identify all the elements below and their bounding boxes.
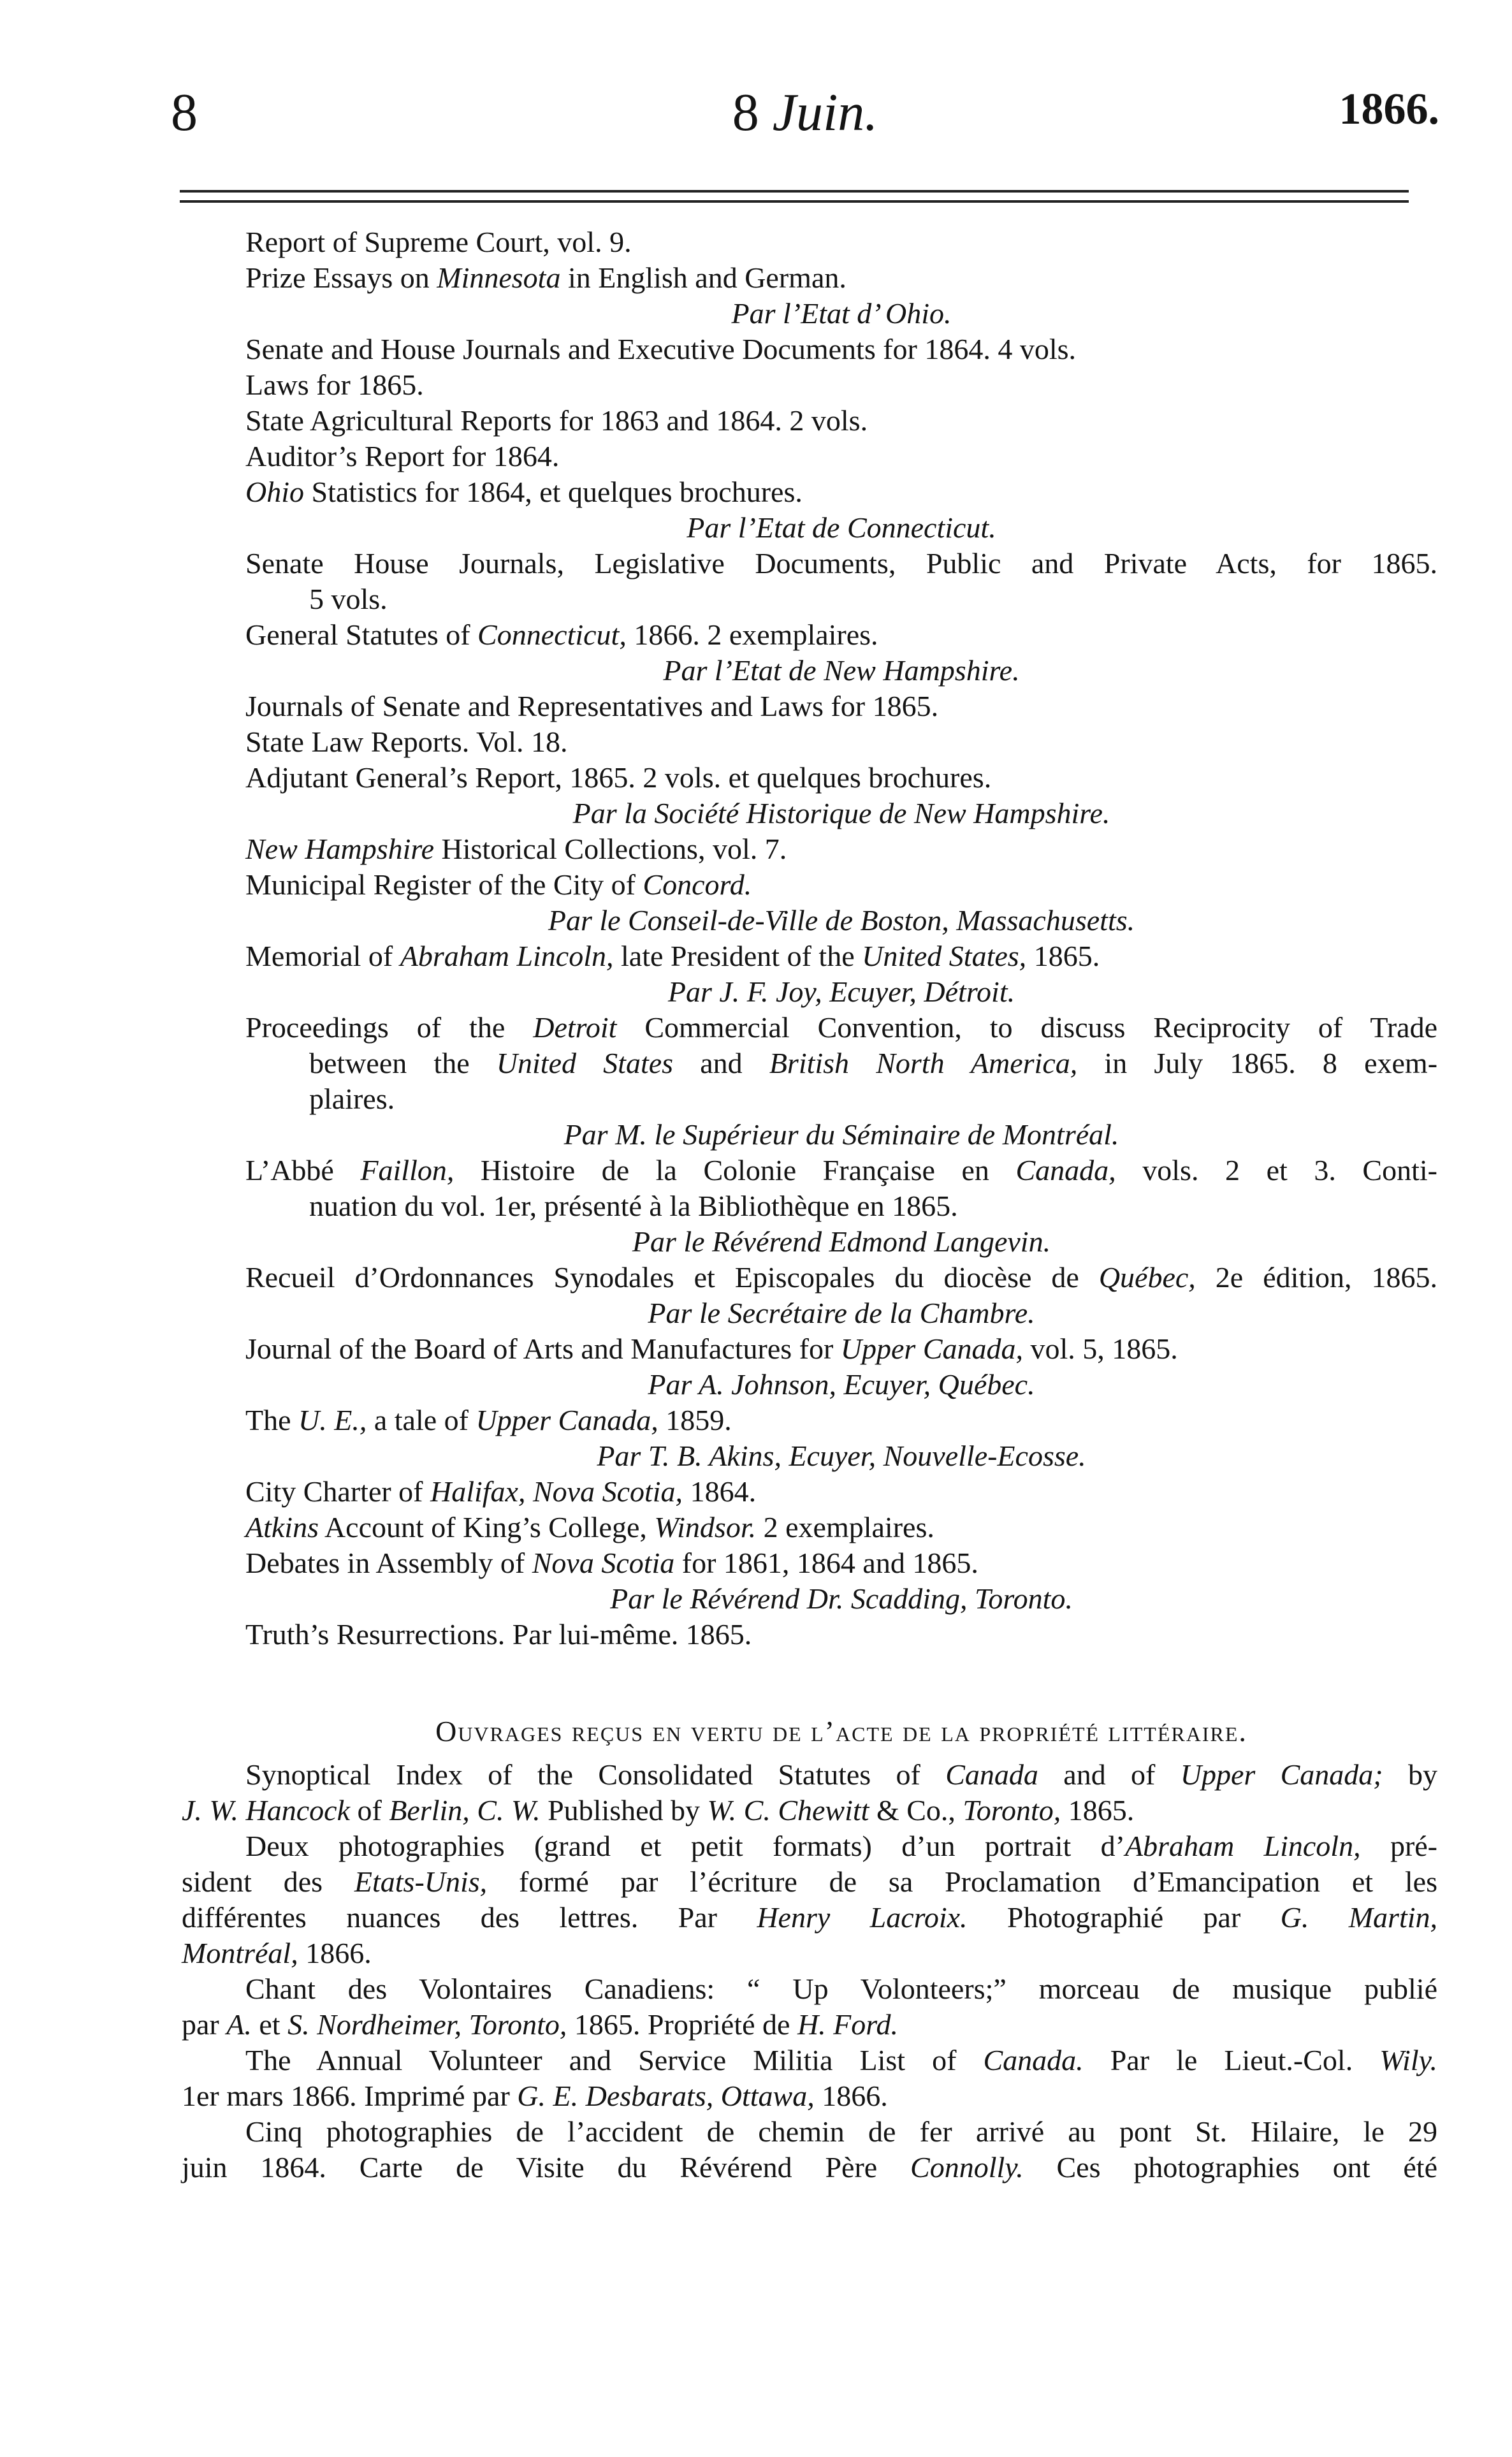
text: Journal of the Board of Arts and Manufactures for bbox=[245, 1332, 841, 1365]
text: Québec, bbox=[1098, 1261, 1196, 1294]
text: Halifax, Nova Scotia, bbox=[430, 1475, 683, 1508]
entry-line: plaires. bbox=[309, 1083, 395, 1115]
text: Ces photographies ont été bbox=[1023, 2151, 1437, 2184]
text: The Annual Volunteer and Service Militia List of bbox=[245, 2044, 984, 2076]
entry-line bbox=[245, 1153, 1437, 1188]
entry-line: Adjutant General’s Report, 1865. 2 vols. et quelques brochures. bbox=[245, 761, 992, 794]
text: Montréal, bbox=[182, 1937, 298, 1969]
text: 1866. bbox=[814, 2080, 888, 2112]
entry-line bbox=[245, 938, 1437, 974]
text: pré- bbox=[1360, 1830, 1438, 1862]
entry-line bbox=[245, 831, 1437, 867]
para-line: Chant des Volontaires Canadiens: “ Up Volonteers;” morceau de musique publié bbox=[245, 1972, 1437, 2005]
para-line bbox=[182, 1757, 1437, 1793]
text: juin 1864. Carte de Visite du Révérend Père bbox=[182, 2151, 911, 2184]
para-line bbox=[182, 1828, 1437, 1864]
donor-heading: Par M. le Supérieur du Séminaire de Montréal. bbox=[563, 1118, 1119, 1151]
text: Etats-Unis, bbox=[354, 1865, 488, 1898]
text: New Hampshire bbox=[245, 833, 435, 865]
entry-line bbox=[245, 1046, 1437, 1081]
paragraph bbox=[182, 2114, 1437, 2185]
text: A. bbox=[226, 2008, 252, 2041]
header-date-month: Juin. bbox=[772, 83, 878, 142]
entry-line bbox=[245, 1510, 1437, 1545]
text: 1er mars 1866. Imprimé par bbox=[182, 2080, 518, 2112]
text: 1865. bbox=[1061, 1794, 1135, 1826]
header-year: 1866. bbox=[1339, 85, 1439, 134]
text: par bbox=[182, 2008, 227, 2041]
text: différentes nuances des lettres. Par bbox=[182, 1901, 757, 1934]
text: Wily. bbox=[1379, 2044, 1438, 2076]
text: 1866. 2 exemplaires. bbox=[626, 618, 878, 651]
text: 2 exemplaires. bbox=[756, 1511, 934, 1543]
page-number: 8 bbox=[171, 83, 198, 142]
text: in July 1865. 8 exem- bbox=[1077, 1047, 1438, 1079]
text: Henry Lacroix. bbox=[757, 1901, 968, 1934]
donor-heading: Par T. B. Akins, Ecuyer, Nouvelle-Ecosse. bbox=[597, 1440, 1086, 1472]
entry-line bbox=[245, 1331, 1437, 1367]
para-line bbox=[182, 1900, 1437, 1936]
text: City Charter of bbox=[245, 1475, 430, 1508]
header-date bbox=[171, 82, 1439, 143]
text: and bbox=[673, 1047, 769, 1079]
text: Detroit bbox=[533, 1011, 617, 1044]
running-header bbox=[171, 82, 1439, 152]
text: Toronto, bbox=[963, 1794, 1061, 1826]
header-rule-bottom bbox=[180, 200, 1409, 203]
header-rule-top bbox=[180, 190, 1409, 193]
text: 2e édition, 1865. bbox=[1195, 1261, 1437, 1294]
paragraph bbox=[182, 1828, 1437, 1971]
entry-line: Truth’s Resurrections. Par lui-même. 1865. bbox=[245, 1618, 752, 1651]
donor-heading: Par le Révérend Dr. Scadding, Toronto. bbox=[610, 1582, 1073, 1615]
para-line bbox=[182, 1793, 1437, 1828]
text: General Statutes of bbox=[245, 618, 478, 651]
text: formé par l’écriture de sa Proclamation d’Emancipation et les bbox=[487, 1865, 1437, 1898]
text: 1859. bbox=[658, 1404, 732, 1436]
text: Debates in Assembly of bbox=[245, 1547, 532, 1579]
text: Memorial of bbox=[245, 940, 400, 972]
text: Statistics for 1864, et quelques brochures. bbox=[304, 476, 803, 508]
text: Concord. bbox=[643, 868, 752, 901]
text: et bbox=[251, 2008, 288, 2041]
donor-heading: Par l’Etat de Connecticut. bbox=[687, 511, 996, 544]
para-line bbox=[182, 2043, 1437, 2078]
text: vols. 2 et 3. Conti- bbox=[1116, 1154, 1437, 1186]
text: a tale of bbox=[367, 1404, 476, 1436]
entry-line: Journals of Senate and Representatives and Laws for 1865. bbox=[245, 690, 939, 722]
entry-line bbox=[245, 1260, 1437, 1295]
text: 1865. bbox=[1026, 940, 1100, 972]
text: 1865. Propriété de bbox=[567, 2008, 797, 2041]
entry-line bbox=[245, 1474, 1437, 1510]
paragraph bbox=[182, 1971, 1437, 2043]
donor-heading: Par l’Etat de New Hampshire. bbox=[663, 654, 1020, 687]
text: Ohio bbox=[245, 476, 304, 508]
text: L’Abbé bbox=[245, 1154, 361, 1186]
text: J. W. Hancock bbox=[182, 1794, 350, 1826]
entry-line: State Law Reports. Vol. 18. bbox=[245, 725, 568, 758]
text: & Co., bbox=[869, 1794, 963, 1826]
text: Upper Canada, bbox=[476, 1404, 658, 1436]
text: 1866. bbox=[298, 1937, 372, 1969]
text: Windsor. bbox=[654, 1511, 757, 1543]
donor-heading: Par la Société Historique de New Hampshire. bbox=[572, 797, 1110, 829]
text: Canada bbox=[945, 1758, 1038, 1791]
donor-heading: Par le Secrétaire de la Chambre. bbox=[648, 1297, 1035, 1329]
text: Canada, bbox=[1015, 1154, 1116, 1186]
text: for 1861, 1864 and 1865. bbox=[674, 1547, 978, 1579]
text: Upper Canada; bbox=[1180, 1758, 1383, 1791]
entry-line: Report of Supreme Court, vol. 9. bbox=[245, 226, 632, 258]
entry-line: Laws for 1865. bbox=[245, 368, 424, 401]
text: G. E. Desbarats, Ottawa, bbox=[517, 2080, 815, 2112]
paragraph bbox=[182, 2043, 1437, 2114]
para-line bbox=[182, 1936, 1437, 1971]
entry-line bbox=[245, 474, 1437, 510]
text: G. Martin, bbox=[1280, 1901, 1437, 1934]
text: Canada. bbox=[983, 2044, 1084, 2076]
text: Commercial Convention, to discuss Reciprocity of Trade bbox=[616, 1011, 1437, 1044]
text: Abraham Lincoln, bbox=[400, 940, 614, 972]
text: and of bbox=[1038, 1758, 1181, 1791]
text: in English and German. bbox=[560, 261, 847, 294]
text: by bbox=[1383, 1758, 1437, 1791]
donor-heading: Par l’Etat d’ Ohio. bbox=[731, 297, 952, 330]
text: Proceedings of the bbox=[245, 1011, 534, 1044]
entry-line bbox=[245, 1403, 1437, 1438]
text: Atkins bbox=[245, 1511, 319, 1543]
para-line bbox=[182, 2007, 1437, 2043]
para-line bbox=[182, 1864, 1437, 1900]
para-line bbox=[182, 2078, 1437, 2114]
text: between the bbox=[309, 1047, 497, 1079]
paragraph bbox=[182, 1757, 1437, 1828]
text: British North America, bbox=[769, 1047, 1078, 1079]
text: S. Nordheimer, Toronto, bbox=[287, 2008, 567, 2041]
text: Upper Canada, bbox=[840, 1332, 1024, 1365]
entry-line: State Agricultural Reports for 1863 and 1864. 2 vols. bbox=[245, 404, 868, 437]
text: sident des bbox=[182, 1865, 354, 1898]
text: Photographié par bbox=[967, 1901, 1281, 1934]
entry-line bbox=[245, 867, 1437, 903]
text: Historical Collections, vol. 7. bbox=[434, 833, 787, 865]
text: Connolly. bbox=[910, 2151, 1024, 2184]
entry-line: 5 vols. bbox=[309, 583, 388, 615]
text: of bbox=[349, 1794, 389, 1826]
content bbox=[182, 224, 1438, 2185]
text: United States bbox=[496, 1047, 674, 1079]
entry-line bbox=[245, 260, 1437, 296]
text: H. Ford. bbox=[797, 2008, 898, 2041]
para-line bbox=[182, 2150, 1437, 2185]
entry-line bbox=[245, 617, 1437, 653]
entry-line: nuation du vol. 1er, présenté à la Bibliothèque en 1865. bbox=[309, 1190, 958, 1222]
donor-heading: Par A. Johnson, Ecuyer, Québec. bbox=[648, 1368, 1035, 1401]
text: Par le Lieut.-Col. bbox=[1083, 2044, 1380, 2076]
text: U. E., bbox=[298, 1404, 367, 1436]
text: Abraham Lincoln, bbox=[1124, 1830, 1361, 1862]
entry-line: Auditor’s Report for 1864. bbox=[245, 440, 560, 472]
donor-heading: Par J. F. Joy, Ecuyer, Détroit. bbox=[667, 975, 1015, 1008]
header-date-day: 8 bbox=[732, 83, 773, 142]
donor-heading: Par le Conseil-de-Ville de Boston, Massachusetts. bbox=[548, 904, 1135, 937]
text: Deux photographies (grand et petit formats) d’un portrait d’ bbox=[245, 1830, 1125, 1862]
text: Municipal Register of the City of bbox=[245, 868, 643, 901]
text: Nova Scotia bbox=[532, 1547, 675, 1579]
text: Berlin, C. W. bbox=[389, 1794, 541, 1826]
text: Account of King’s College, bbox=[318, 1511, 655, 1543]
text: vol. 5, 1865. bbox=[1023, 1332, 1178, 1365]
para-line: Cinq photographies de l’accident de chemin de fer arrivé au pont St. Hilaire, le 29 bbox=[245, 2115, 1437, 2148]
text: Histoire de la Colonie Française en bbox=[454, 1154, 1016, 1186]
text: late President of the bbox=[613, 940, 862, 972]
text: Recueil d’Ordonnances Synodales et Episcopales du diocèse de bbox=[245, 1261, 1099, 1294]
entry-line: Senate House Journals, Legislative Documents, Public and Private Acts, for 1865. bbox=[245, 547, 1437, 580]
text: Published by bbox=[540, 1794, 708, 1826]
text: W. C. Chewitt bbox=[707, 1794, 869, 1826]
text: Synoptical Index of the Consolidated Statutes of bbox=[245, 1758, 946, 1791]
text: 1864. bbox=[683, 1475, 757, 1508]
text: Prize Essays on bbox=[245, 261, 437, 294]
text: United States, bbox=[862, 940, 1027, 972]
entry-line: Senate and House Journals and Executive Documents for 1864. 4 vols. bbox=[245, 333, 1077, 365]
text: The bbox=[245, 1404, 299, 1436]
text: Minnesota bbox=[437, 261, 561, 294]
donor-heading: Par le Révérend Edmond Langevin. bbox=[632, 1225, 1051, 1258]
entry-line bbox=[245, 1010, 1437, 1046]
text: Faillon, bbox=[360, 1154, 454, 1186]
entry-line bbox=[245, 1545, 1437, 1581]
text: Connecticut, bbox=[477, 618, 627, 651]
section-title: Ouvrages reçus en vertu de l’acte de la propriété littéraire. bbox=[435, 1715, 1247, 1747]
